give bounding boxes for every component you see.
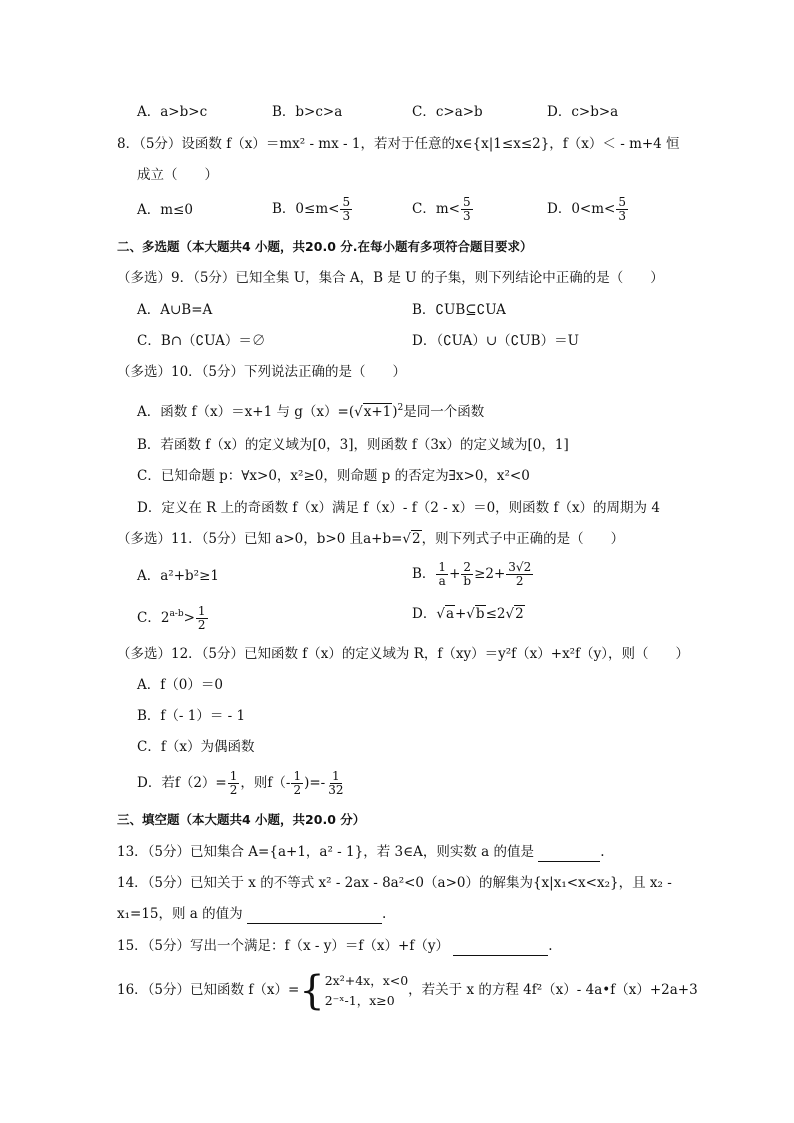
q12-option-d-eq: )=- xyxy=(304,775,326,791)
denominator: 3 xyxy=(342,209,351,223)
q14-stem-cont: x₁=15，则 a 的值为 xyxy=(117,906,243,922)
numerator: 5 xyxy=(342,195,351,209)
q11-option-c-prefix: C． xyxy=(137,610,161,626)
q8-option-c-expr: m< xyxy=(435,201,460,217)
q12-option-d-fneg: f（- xyxy=(267,775,291,791)
numerator: 5 xyxy=(618,195,626,209)
q9-option-c: C．B∩（∁UA）＝∅ xyxy=(137,333,266,349)
section-heading-multiple-choice: 二、多选题（本大题共4 小题，共20.0 分.在每小题有多项符合题目要求） xyxy=(117,239,533,254)
fraction xyxy=(326,770,345,797)
q10-option-c: C．已知命题 p：∀x>0，x²≥0，则命题 p 的否定为∃x>0，x²<0 xyxy=(137,468,530,484)
piecewise-brace: { xyxy=(299,967,325,1014)
q12-option-d-f2: f（2）= xyxy=(174,775,227,791)
q11-stem-pre: （多选）11．（5分）已知 a>0，b>0 且 xyxy=(117,531,364,547)
fraction xyxy=(461,196,473,223)
q13-end: . xyxy=(600,844,605,860)
q10-option-a-g: g（x）=( xyxy=(294,404,355,420)
fraction xyxy=(616,196,628,223)
numerator: 1 xyxy=(438,560,447,574)
sqrt-sign: √ xyxy=(354,404,363,420)
denominator: 3 xyxy=(462,209,471,223)
q9-option-d: D．（∁UA）∪（∁UB）＝U xyxy=(412,333,579,349)
q10-option-b: B．若函数 f（x）的定义域为[0，3]，则函数 f（3x）的定义域为[0，1] xyxy=(137,437,569,453)
q8-option-d xyxy=(547,196,629,223)
q15 xyxy=(117,936,553,956)
q11-option-b-mid: ≥2+ xyxy=(474,566,506,582)
numerator: 3√2 xyxy=(508,560,532,574)
q13 xyxy=(117,842,605,862)
q15-stem: 15．（5分）写出一个满足：f（x - y）＝f（x）+f（y） xyxy=(117,938,449,954)
fraction xyxy=(506,561,533,588)
piecewise-case-1: 2x²+4x，x<0 xyxy=(324,972,409,988)
fraction xyxy=(196,605,208,632)
q7-option-b: B．b>c>a xyxy=(272,104,343,120)
q8-option-c xyxy=(412,196,474,223)
sqrt-radicand: b xyxy=(475,606,485,622)
q14-answer-blank[interactable] xyxy=(247,909,382,924)
q8-option-d-expr: 0<m< xyxy=(571,201,616,217)
q9-option-b: B．∁UB⊆∁UA xyxy=(412,302,506,318)
q11-option-c xyxy=(137,604,209,632)
sqrt-radicand: a xyxy=(445,606,454,622)
numerator: 5 xyxy=(462,195,471,209)
sqrt-sign: √ xyxy=(402,531,412,547)
piecewise-case-2: 2⁻ˣ-1，x≥0 xyxy=(324,992,395,1008)
numerator: 1 xyxy=(332,769,340,783)
q10-option-a xyxy=(137,398,484,422)
q9-option-a: A．A∪B=A xyxy=(137,302,213,318)
denominator: a xyxy=(438,574,446,588)
denominator: 3 xyxy=(618,209,626,223)
denominator: 2 xyxy=(293,783,302,797)
section-heading-fill-in: 三、填空题（本大题共4 小题，共20.0 分） xyxy=(117,812,366,827)
denominator: 2 xyxy=(515,574,524,588)
q7-option-a: A．a>b>c xyxy=(137,104,208,120)
exponent: a-b xyxy=(169,609,184,619)
q8-stem: 8．（5分）设函数 f（x）＝mx² - mx - 1，若对于任意的x∈{x|1≤x≤2}，f（x）＜ - m+4 恒 xyxy=(117,136,680,152)
q10-option-a-pre: A．函数 f（x）＝x+1 与 xyxy=(137,404,290,420)
sqrt-radicand: 2 xyxy=(515,606,524,622)
numerator: 2 xyxy=(463,560,472,574)
q10-option-a-close: ) xyxy=(392,404,398,420)
denominator: 2 xyxy=(229,783,238,797)
denominator: 32 xyxy=(328,783,344,797)
q11-stem xyxy=(117,529,624,549)
q8-stem-cont: 成立（ ） xyxy=(137,167,218,183)
q12-option-c: C．f（x）为偶函数 xyxy=(137,739,255,755)
sqrt-radicand: 2 xyxy=(412,531,421,547)
fraction xyxy=(436,561,448,588)
q9-stem: （多选）9．（5分）已知全集 U，集合 A，B 是 U 的子集，则下列结论中正确的是（ ） xyxy=(117,270,664,286)
exponent-2: 2 xyxy=(397,403,404,413)
q15-end: . xyxy=(548,938,553,954)
q8-option-b-expr: 0≤m< xyxy=(295,201,340,217)
q8-option-c-prefix: C． xyxy=(412,201,436,217)
q10-option-a-post: 是同一个函数 xyxy=(403,404,485,420)
q11-option-c-gt: > xyxy=(183,610,195,626)
q13-stem: 13．（5分）已知集合 A={a+1，a² - 1}，若 3∈A，则实数 a 的值是 xyxy=(117,844,534,860)
sqrt-radicand: x+1 xyxy=(363,404,392,420)
q16-stem-post: ，若关于 x 的方程 4f²（x）- 4a•f（x）+2a+3 xyxy=(408,982,698,998)
q13-answer-blank[interactable] xyxy=(538,847,600,862)
denominator: b xyxy=(463,574,472,588)
q11-option-b-prefix: B． xyxy=(412,566,436,582)
q11-stem-post: ，则下列式子中正确的是（ ） xyxy=(421,531,625,547)
numerator: 1 xyxy=(197,604,206,618)
q11-option-a: A．a²+b²≥1 xyxy=(137,568,219,584)
q15-answer-blank[interactable] xyxy=(453,941,548,956)
q8-option-b xyxy=(272,196,353,223)
numerator: 1 xyxy=(229,769,238,783)
q7-option-d: D．c>b>a xyxy=(547,104,619,120)
numerator: 1 xyxy=(293,769,302,783)
fraction xyxy=(340,196,352,223)
piecewise-cases xyxy=(325,971,408,1011)
q10-option-d: D．定义在 R 上的奇函数 f（x）满足 f（x）- f（2 - x）＝0，则函数 f（x）的周期为 4 xyxy=(137,500,660,516)
q14-cont xyxy=(117,904,386,924)
denominator: 2 xyxy=(197,618,206,632)
fraction xyxy=(291,770,303,797)
q12-option-d-mid: ，则 xyxy=(240,775,268,791)
q16-stem-pre: 16．（5分）已知函数 xyxy=(117,982,245,998)
q11-option-d-prefix: D． xyxy=(412,606,437,622)
q12-option-b: B．f（- 1）＝ - 1 xyxy=(137,708,246,724)
q11-option-c-base: 2 xyxy=(160,610,170,626)
q11-stem-expr: a+b= xyxy=(363,531,403,547)
q14-end: . xyxy=(381,906,387,922)
q11-option-b: B． $\frac{1}{a}$ + $\frac{2}{b}$ ≥2+ $\frac{3√2}{2}$ xyxy=(412,560,532,588)
q11-option-d-le: ≤2 xyxy=(485,606,506,622)
q8-option-b-prefix: B． xyxy=(272,201,296,217)
q16-fx: f（x）= xyxy=(248,982,300,998)
q12-stem: （多选）12．（5分）已知函数 f（x）的定义域为 R，f（xy）＝y²f（x）+x²f（y），则（ ） xyxy=(117,646,689,662)
q12-option-d xyxy=(137,770,347,797)
q10-stem: （多选）10．（5分）下列说法正确的是（ ） xyxy=(117,364,407,380)
q16 xyxy=(117,968,698,1012)
q14-stem: 14．（5分）已知关于 x 的不等式 x² - 2ax - 8a²<0（a>0）的解集为{x|x₁<x<x₂}，且 x₂ - xyxy=(117,875,672,891)
q12-option-d-pre: D．若 xyxy=(137,775,175,791)
q12-option-a: A．f（0）＝0 xyxy=(137,677,223,693)
fraction xyxy=(228,770,240,797)
q8-option-a: A．m≤0 xyxy=(137,202,193,218)
q11-option-d: D．√a+√b≤2√2 xyxy=(412,606,524,622)
fraction xyxy=(461,561,473,588)
q7-option-c: C．c>a>b xyxy=(412,104,483,120)
q8-option-d-prefix: D． xyxy=(547,201,572,217)
